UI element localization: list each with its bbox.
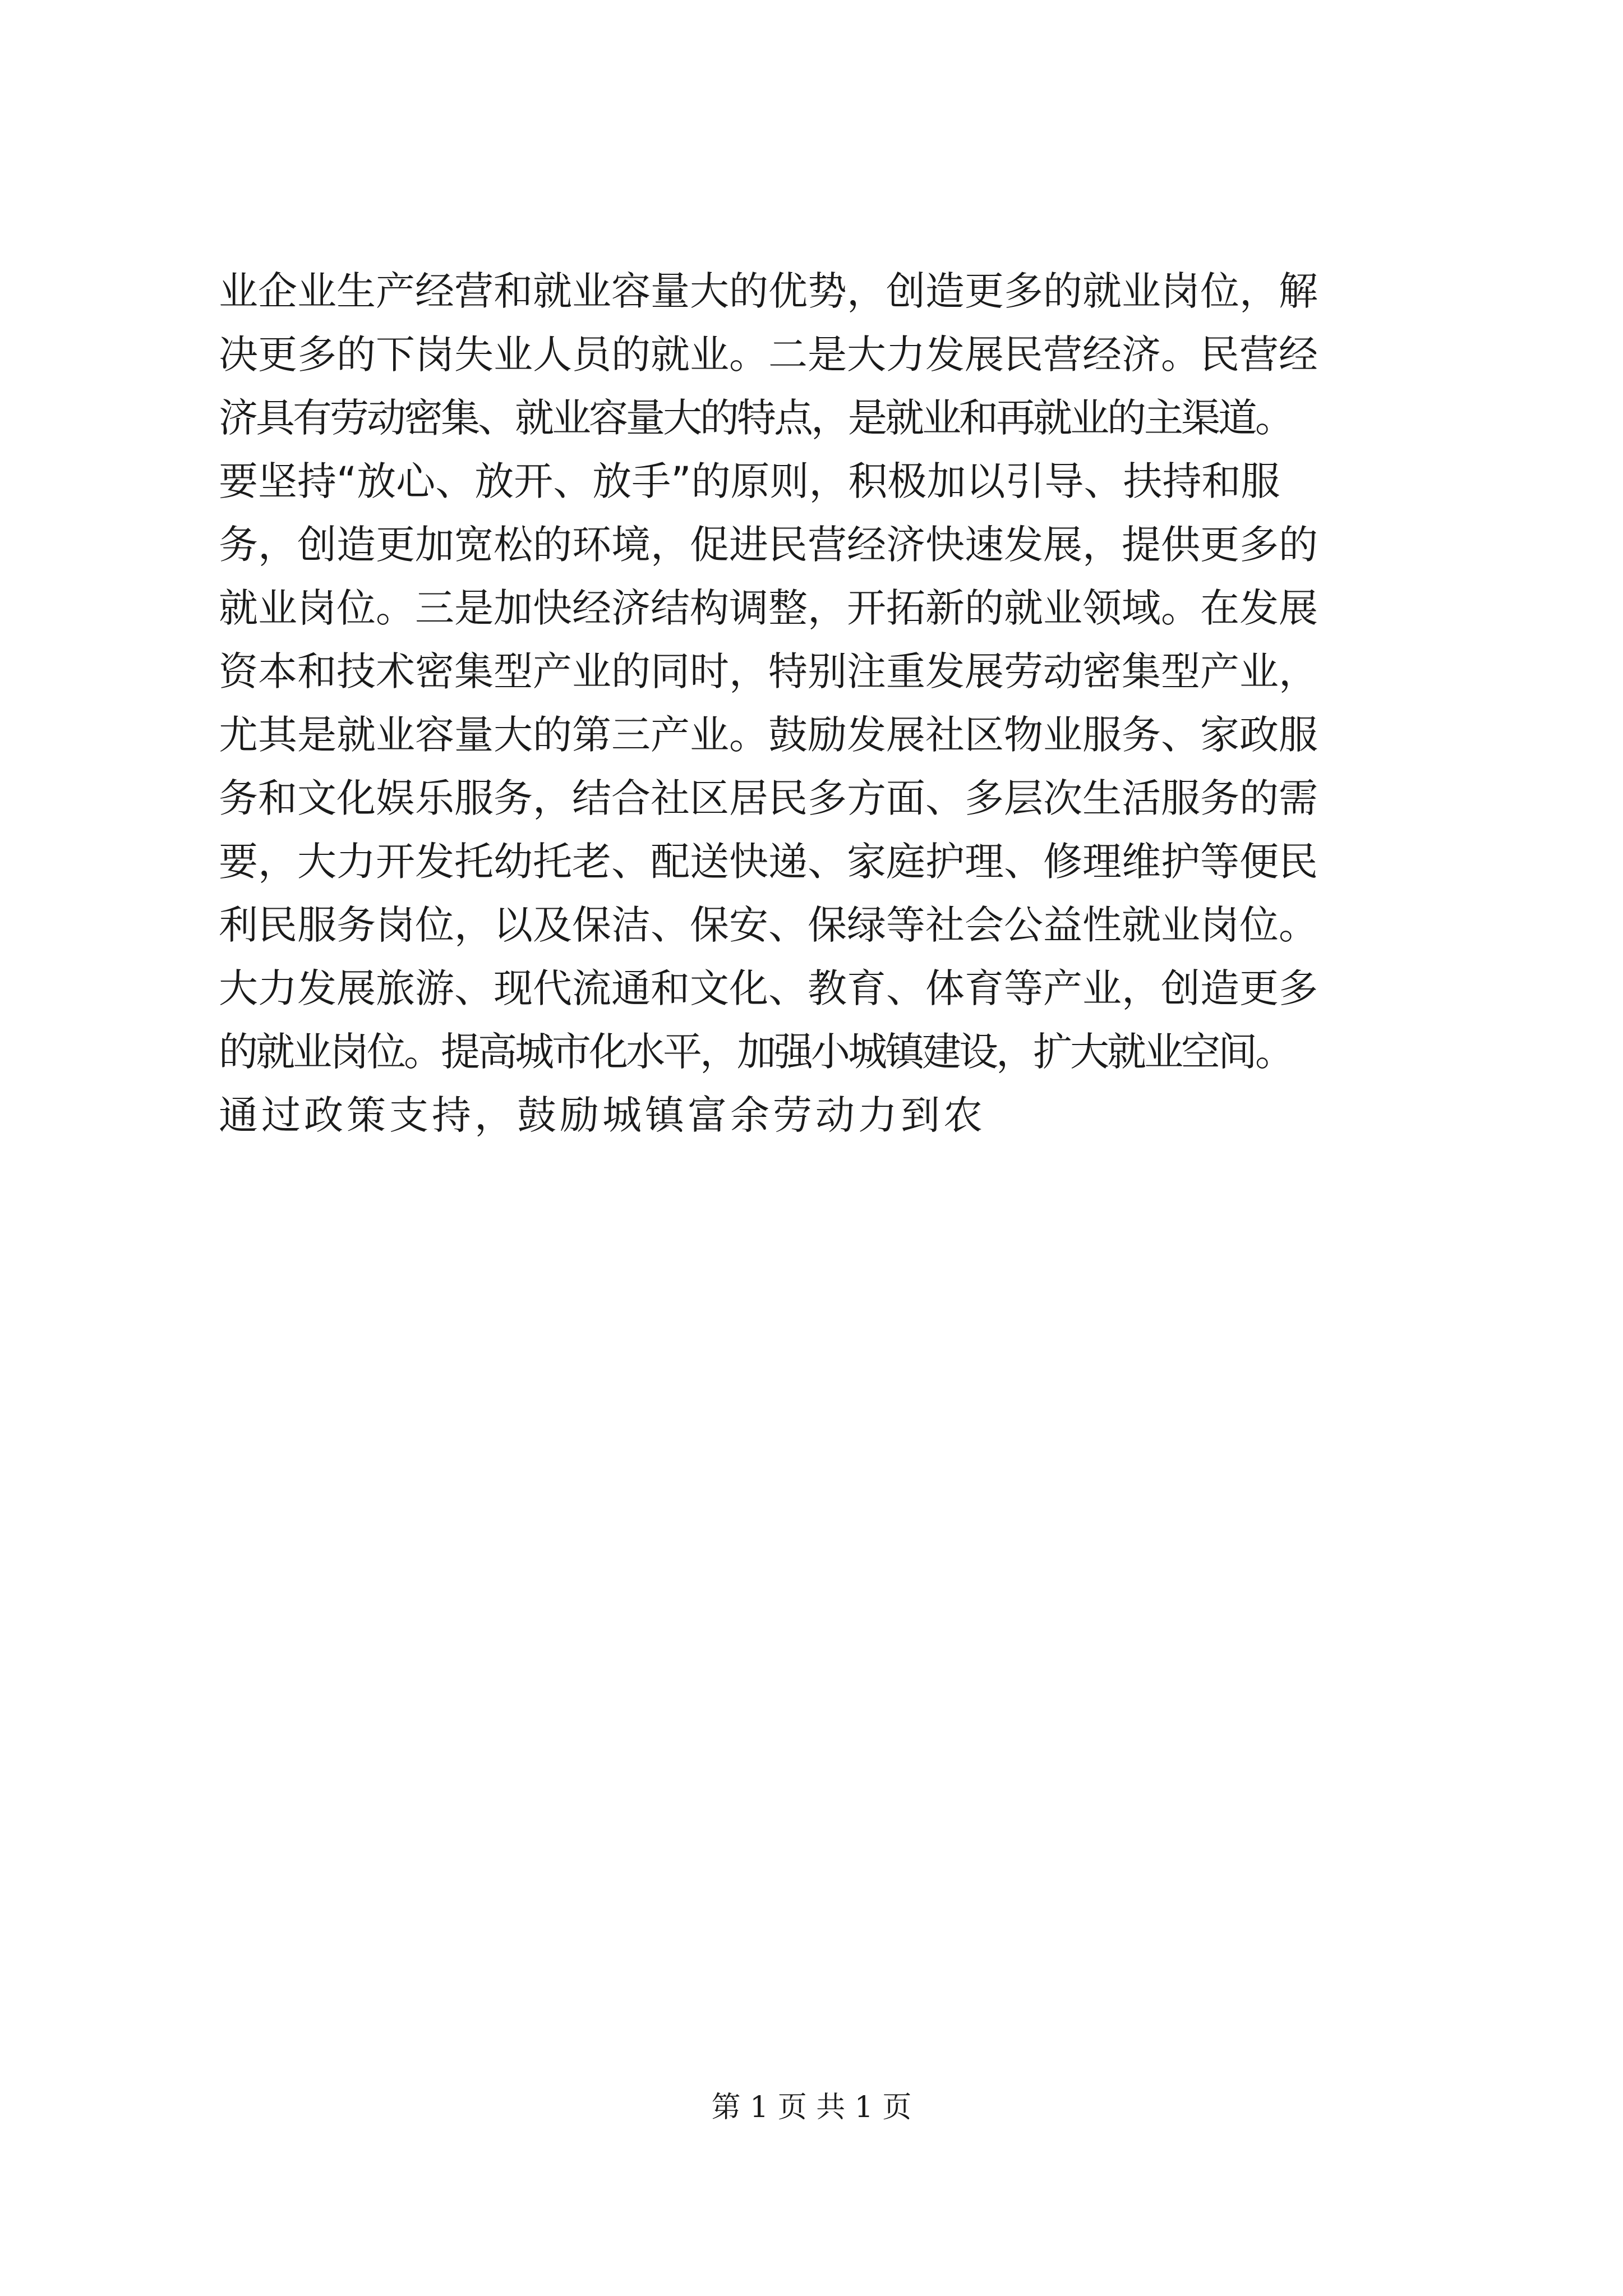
body-text (219, 260, 1419, 1147)
text-line: 大力发展旅游、现代流通和文化、教育、体育等产业，创造更多 (219, 965, 1318, 1011)
text-line: 务，创造更加宽松的环境，促进民营经济快速发展，提供更多的 (219, 522, 1318, 568)
page-number-footer: 第 1 页 共 1 页 (711, 2091, 912, 2124)
text-line: 尤其是就业容量大的第三产业。鼓励发展社区物业服务、家政服 (219, 712, 1318, 758)
text-line: 利民服务岗位，以及保洁、保安、保绿等社会公益性就业岗位。 (219, 902, 1318, 948)
text-line: 就业岗位。三是加快经济结构调整，开拓新的就业领域。在发展 (219, 585, 1318, 631)
text-line: 要坚持“放心、放开、放手”的原则，积极加以引导、扶持和服 (219, 458, 1280, 504)
text-line: 资本和技术密集型产业的同时，特别注重发展劳动密集型产业， (219, 648, 1318, 694)
text-line: 决更多的下岗失业人员的就业。二是大力发展民营经济。民营经 (219, 332, 1318, 378)
text-line: 济具有劳动密集、就业容量大的特点，是就业和再就业的主渠道。 (219, 395, 1292, 441)
text-line: 要，大力开发托幼托老、配送快递、家庭护理、修理维护等便民 (219, 839, 1318, 885)
text-line: 通过政策支持，鼓励城镇富余劳动力到农 (219, 1092, 986, 1138)
text-line: 务和文化娱乐服务，结合社区居民多方面、多层次生活服务的需 (219, 775, 1318, 821)
text-line: 的就业岗位。提高城市化水平，加强小城镇建设，扩大就业空间。 (219, 1029, 1292, 1075)
text-line: 业企业生产经营和就业容量大的优势，创造更多的就业岗位，解 (219, 268, 1318, 314)
